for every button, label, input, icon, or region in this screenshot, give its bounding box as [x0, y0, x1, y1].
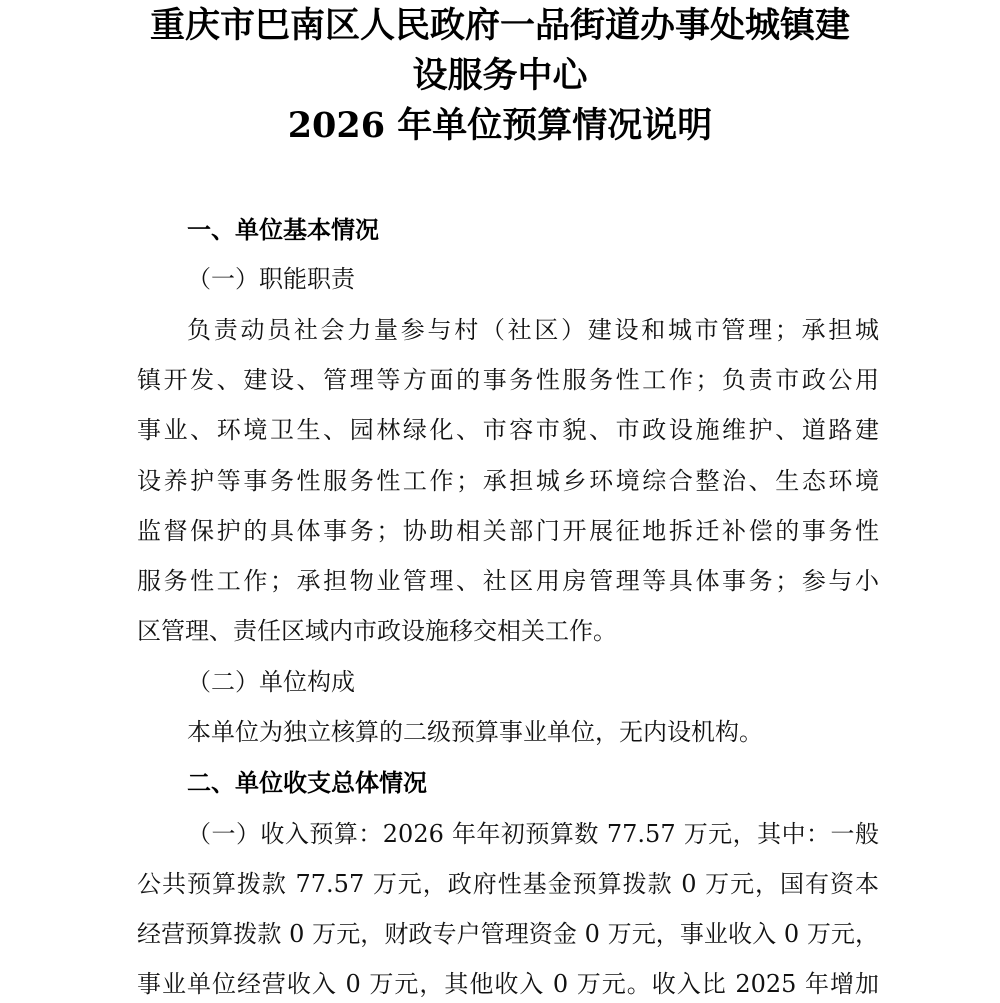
paragraph-line: 事业、环境卫生、园林绿化、市容市貌、市政设施维护、道路建	[137, 416, 879, 444]
section-1-heading: 一、单位基本情况	[187, 216, 379, 244]
paragraph-line: 公共预算拨款 77.57 万元，政府性基金预算拨款 0 万元，国有资本	[137, 870, 879, 898]
paragraph-line: 经营预算拨款 0 万元，财政专户管理资金 0 万元，事业收入 0 万元，	[137, 920, 879, 948]
paragraph-line: 区管理、责任区域内市政设施移交相关工作。	[137, 617, 617, 645]
section-2-heading: 二、单位收支总体情况	[187, 769, 427, 797]
section-1-1-heading: （一）职能职责	[187, 265, 355, 293]
paragraph-line: 服务性工作；承担物业管理、社区用房管理等具体事务；参与小	[137, 567, 879, 595]
paragraph-line: 负责动员社会力量参与村（社区）建设和城市管理；承担城	[187, 316, 879, 344]
paragraph-line: （一）收入预算：2026 年年初预算数 77.57 万元，其中：一般	[187, 820, 879, 848]
document-title-line-1: 重庆市巴南区人民政府一品街道办事处城镇建	[149, 5, 850, 46]
paragraph-line: 镇开发、建设、管理等方面的事务性服务性工作；负责市政公用	[137, 366, 879, 394]
paragraph-line: 设养护等事务性服务性工作；承担城乡环境综合整治、生态环境	[137, 467, 879, 495]
document-title-line-2: 设服务中心	[412, 55, 588, 96]
section-1-2-heading: （二）单位构成	[187, 668, 355, 696]
paragraph-line: 本单位为独立核算的二级预算事业单位，无内设机构。	[187, 718, 763, 746]
document-title-line-3: 2026 年单位预算情况说明	[287, 105, 713, 146]
paragraph-line: 事业单位经营收入 0 万元，其他收入 0 万元。收入比 2025 年增加	[137, 970, 879, 998]
paragraph-line: 监督保护的具体事务；协助相关部门开展征地拆迁补偿的事务性	[137, 517, 879, 545]
